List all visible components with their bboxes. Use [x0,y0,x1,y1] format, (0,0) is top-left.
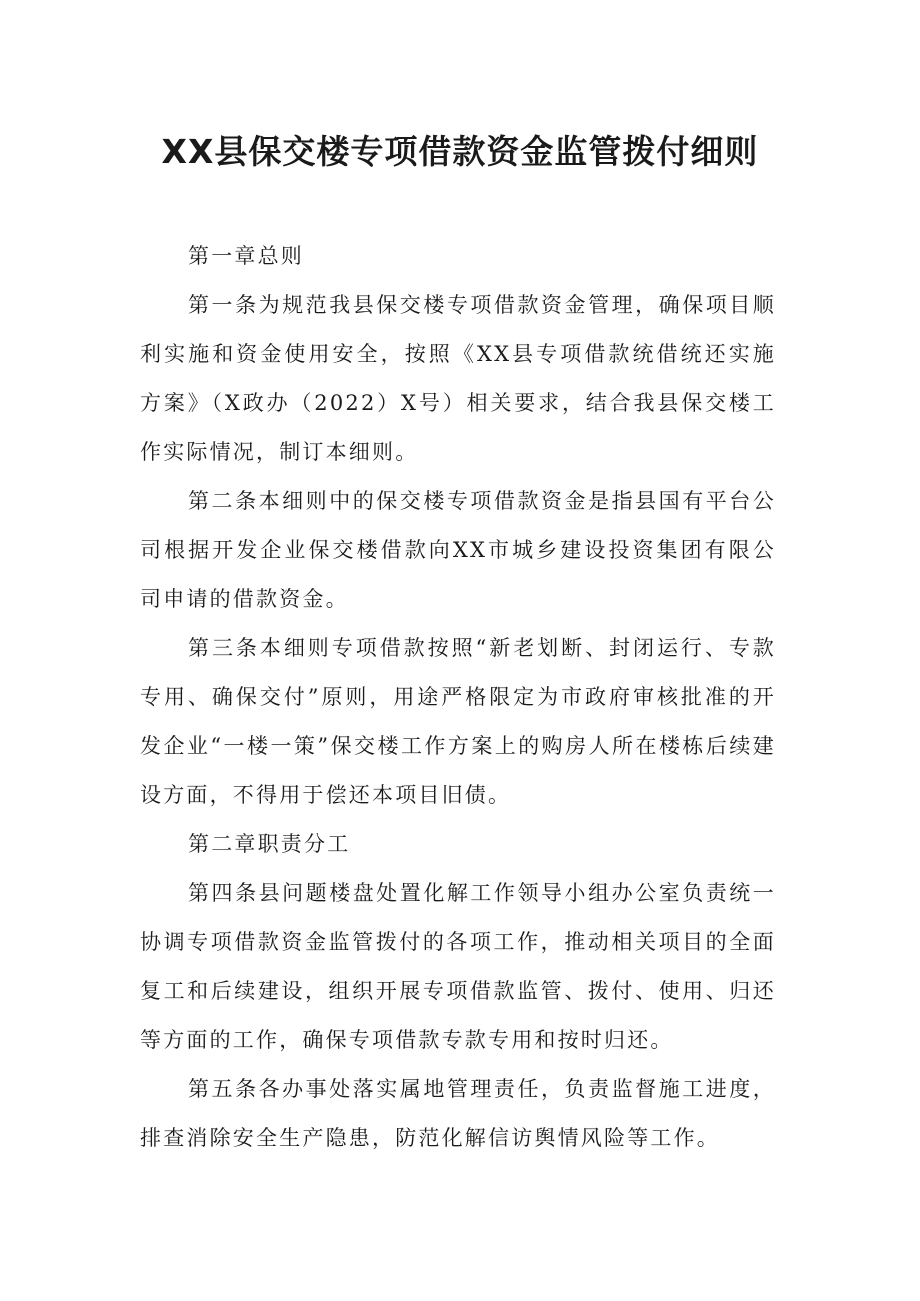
chapter-heading: 第一章总则 [188,244,304,268]
chapter-heading: 第二章职责分工 [188,832,351,856]
article-paragraph: 第四条县问题楼盘处置化解工作领导小组办公室负责统一协调专项借款资金监管拨付的各项工作，推动相关项目的全面复工和后续建设，组织开展专项借款监管、拨付、使用、归还等方面的工作，确保专项借款专款专用和按时归还。 [140,881,776,1052]
document-title: XX县保交楼专项借款资金监管拨付细则 [161,132,759,171]
document-body [140,232,776,1163]
article-paragraph: 第一条为规范我县保交楼专项借款资金管理，确保项目顺利实施和资金使用安全，按照《XX县专项借款统借统还实施方案》（X政办（2022）X号）相关要求，结合我县保交楼工作实际情况，制订本细则。 [140,293,776,464]
article-paragraph: 第二条本细则中的保交楼专项借款资金是指县国有平台公司根据开发企业保交楼借款向XX市城乡建设投资集团有限公司申请的借款资金。 [140,489,776,611]
article-paragraph: 第三条本细则专项借款按照“新老划断、封闭运行、专款专用、确保交付”原则，用途严格限定为市政府审核批准的开发企业“一楼一策”保交楼工作方案上的购房人所在楼栋后续建设方面，不得用于偿还本项目旧债。 [140,636,776,807]
article-paragraph: 第五条各办事处落实属地管理责任，负责监督施工进度，排查消除安全生产隐患，防范化解信访舆情风险等工作。 [140,1077,776,1150]
